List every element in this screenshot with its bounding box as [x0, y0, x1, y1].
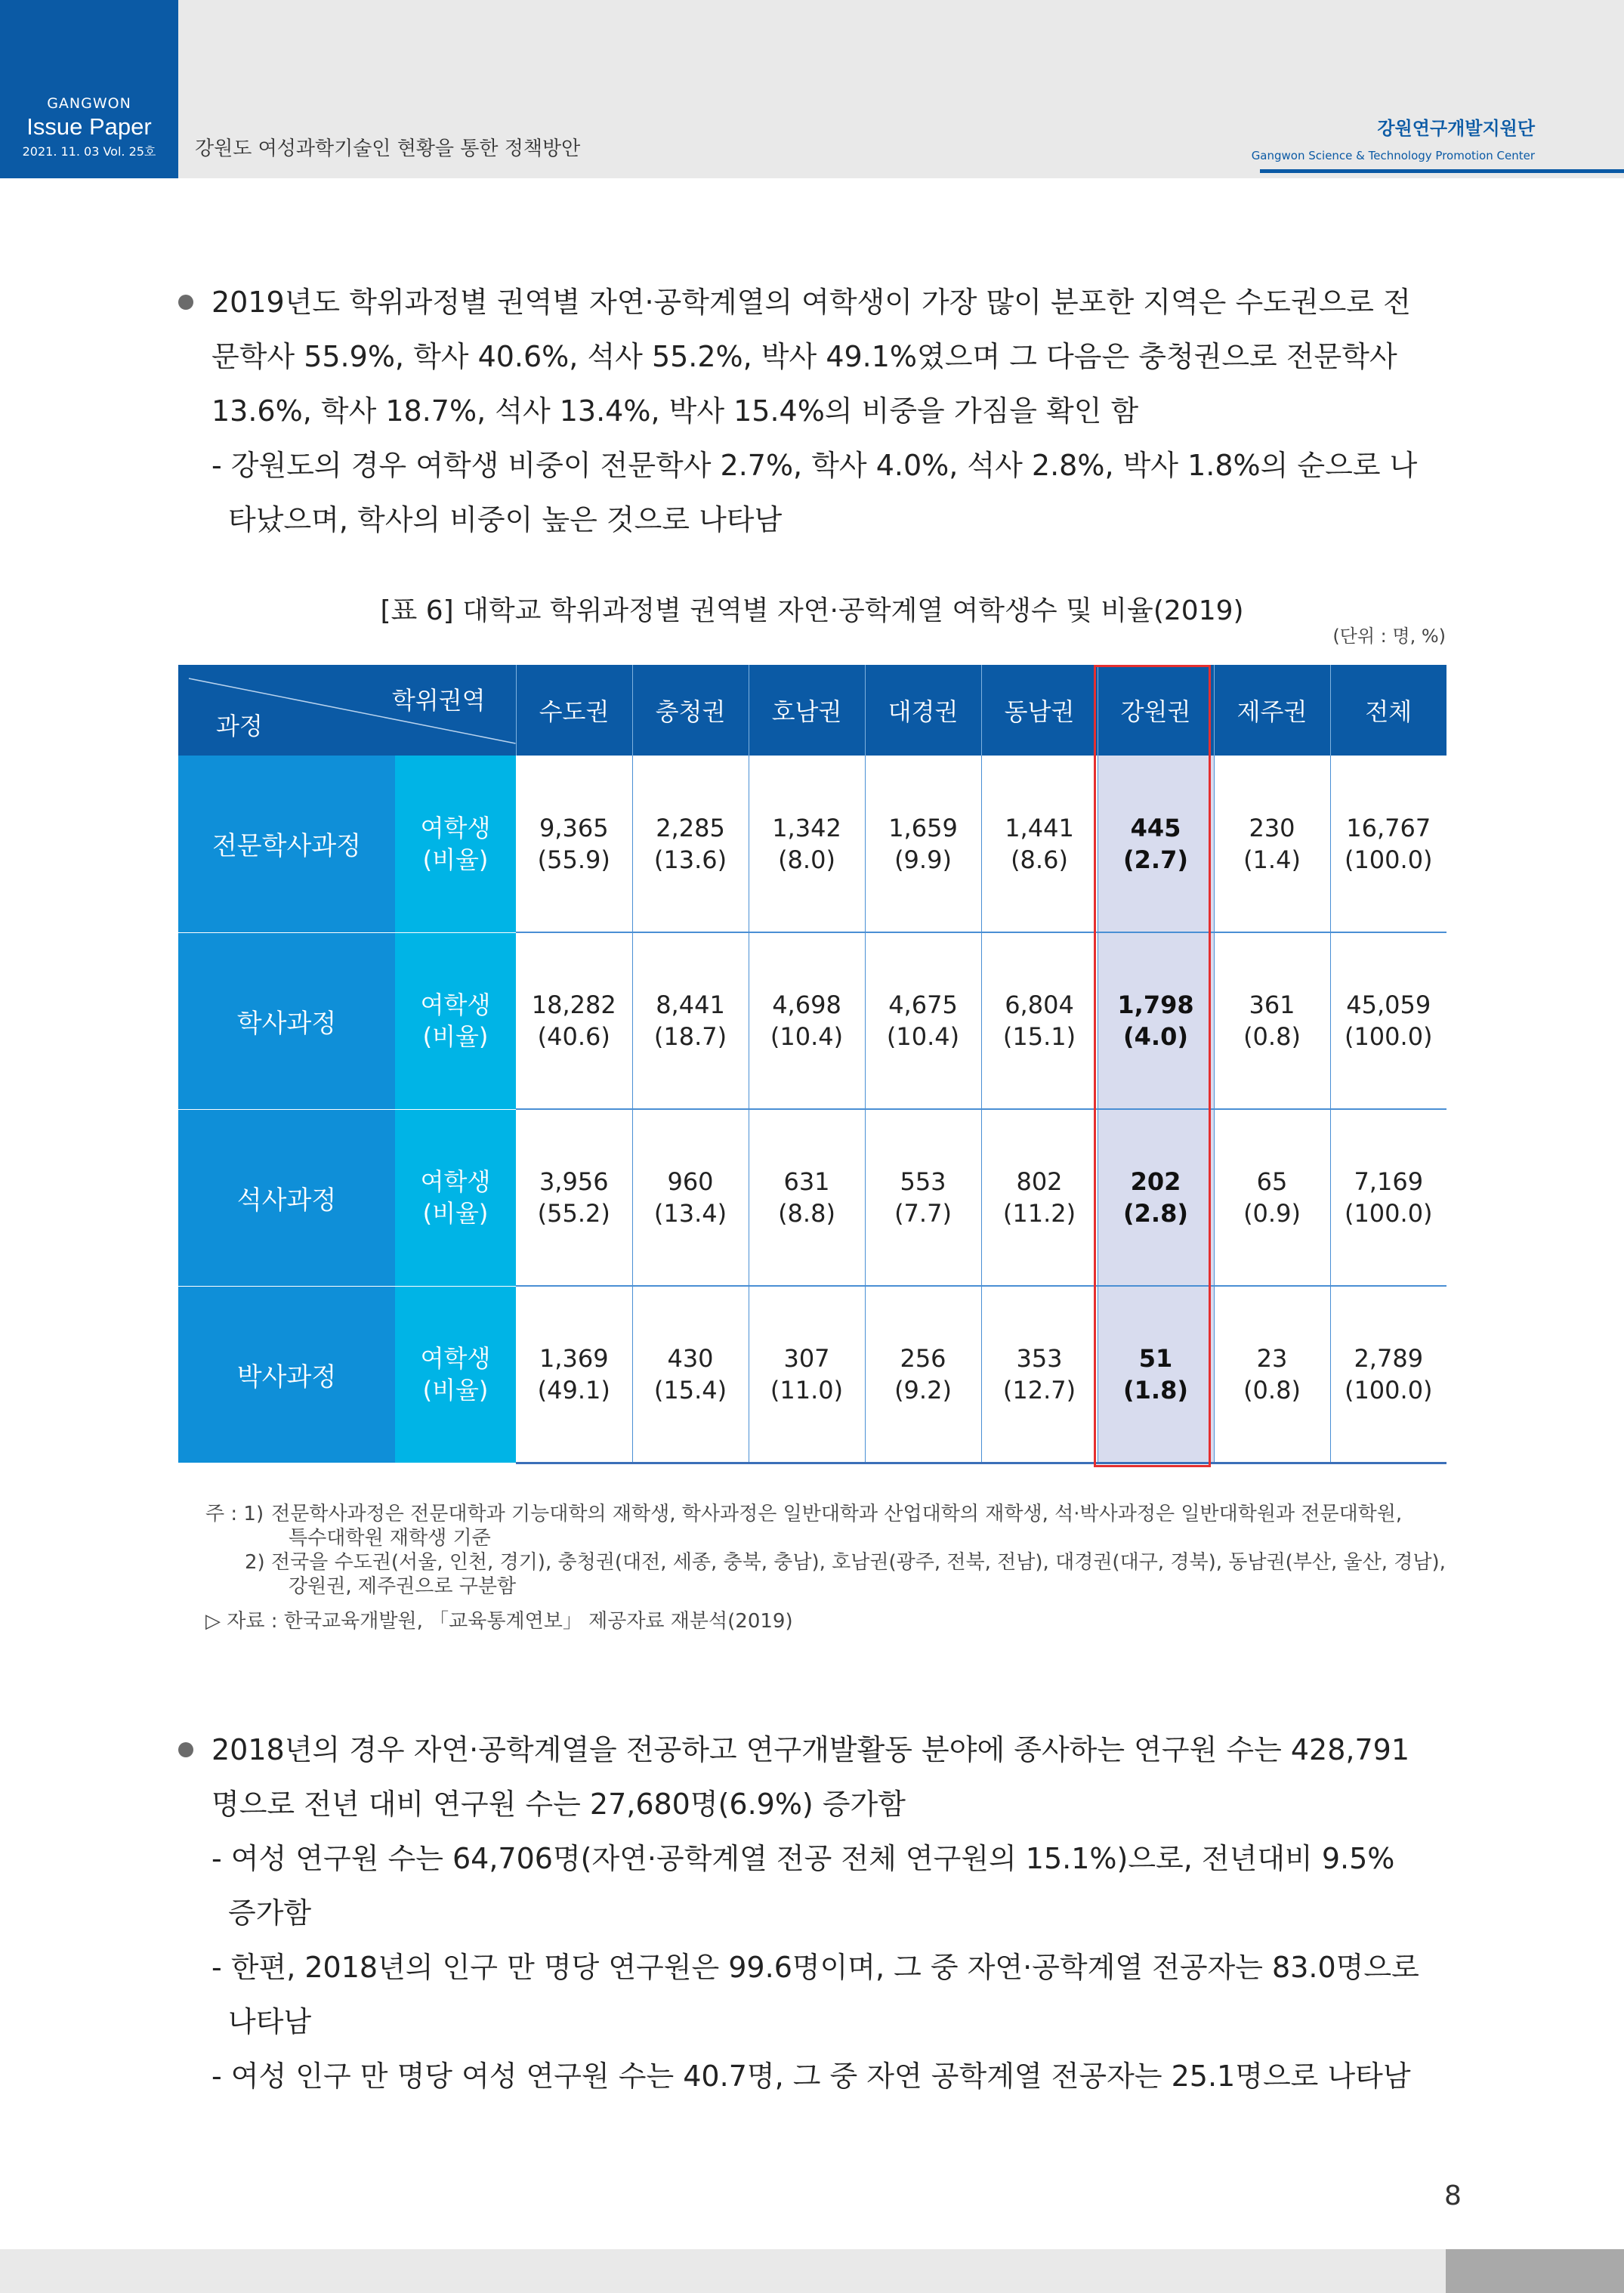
cell-count: 7,169	[1354, 1167, 1424, 1196]
column-header: 대경권	[865, 665, 981, 756]
note-1	[205, 1502, 1459, 1526]
table-cell	[749, 756, 865, 932]
row-sublabel	[395, 1109, 516, 1286]
brand-top: GANGWON	[47, 95, 131, 112]
organization	[1252, 113, 1535, 162]
table-cell	[865, 1109, 981, 1286]
column-header: 동남권	[981, 665, 1098, 756]
text-line: - 여성 연구원 수는 64,706명(자연·공학계열 전공 전체 연구원의 15.1%)으로, 전년대비 9.5%	[211, 1842, 1395, 1875]
sublabel-ratio: (비율)	[422, 845, 489, 874]
note-1-text: 전문학사과정은 전문대학과 기능대학의 재학생, 학사과정은 일반대학과 산업대학의 재학생, 석·박사과정은 일반대학원과 전문대학원,	[271, 1503, 1403, 1525]
cell-count: 9,365	[539, 813, 609, 842]
cell-ratio: (13.6)	[653, 845, 727, 874]
org-name-en: Gangwon Science & Technology Promotion Center	[1251, 149, 1535, 162]
cell-count: 16,767	[1346, 813, 1431, 842]
cell-count: 6,804	[1005, 990, 1074, 1019]
row-sublabel	[395, 1286, 516, 1463]
table-cell	[1098, 1286, 1214, 1463]
cell-count: 45,059	[1346, 990, 1431, 1019]
table-cell	[1214, 932, 1330, 1109]
table-cell	[1098, 932, 1214, 1109]
cell-ratio: (49.1)	[537, 1375, 610, 1405]
cell-ratio: (1.4)	[1243, 845, 1301, 874]
table-cell	[749, 1109, 865, 1286]
table-cell	[981, 1109, 1098, 1286]
table-cell	[632, 756, 749, 932]
table-cell	[981, 1286, 1098, 1463]
cell-ratio: (15.4)	[653, 1375, 727, 1405]
cell-count: 23	[1256, 1343, 1288, 1373]
cell-count: 1,342	[772, 813, 841, 842]
table-cell	[865, 1286, 981, 1463]
cell-ratio: (1.8)	[1123, 1375, 1188, 1405]
document-title: 강원도 여성과학기술인 현황을 통한 정책방안	[195, 138, 581, 160]
row-sublabel	[395, 756, 516, 932]
table-cell	[1330, 932, 1446, 1109]
cell-ratio: (18.7)	[653, 1022, 727, 1051]
note-2-cont: 강원권, 제주권으로 구분함	[289, 1575, 517, 1598]
cell-ratio: (100.0)	[1344, 1022, 1433, 1051]
cell-ratio: (10.4)	[770, 1022, 844, 1051]
text-line: 나타남	[228, 2005, 312, 2038]
note-1-cont: 특수대학원 재학생 기준	[289, 1527, 491, 1550]
footer-bar	[0, 2249, 1624, 2293]
cell-count: 307	[783, 1343, 830, 1373]
table-header-row	[178, 665, 1446, 756]
sublabel-ratio: (비율)	[422, 1022, 489, 1051]
source-note: ▷ 자료 : 한국교육개발원, 「교육통계연보」 제공자료 재분석(2019)	[205, 1610, 793, 1633]
text-line: 증가함	[228, 1896, 312, 1930]
corner-label-course: 과정	[216, 712, 263, 740]
table-cell	[1214, 756, 1330, 932]
cell-count: 1,441	[1005, 813, 1074, 842]
cell-ratio: (11.0)	[770, 1375, 844, 1405]
table-cell	[981, 932, 1098, 1109]
cell-count: 51	[1138, 1343, 1173, 1373]
cell-count: 3,956	[539, 1167, 609, 1196]
table-cell	[632, 1286, 749, 1463]
table-cell	[632, 932, 749, 1109]
table-cell	[1214, 1109, 1330, 1286]
cell-ratio: (100.0)	[1344, 1375, 1433, 1405]
table-cell	[865, 756, 981, 932]
note-1-label: 주 : 1)	[205, 1503, 264, 1525]
cell-count: 256	[900, 1343, 946, 1373]
cell-ratio: (11.2)	[1002, 1199, 1076, 1228]
cell-ratio: (9.2)	[894, 1375, 952, 1405]
sublabel-count: 여학생	[420, 813, 491, 842]
cell-ratio: (2.8)	[1123, 1199, 1188, 1228]
cell-count: 65	[1256, 1167, 1288, 1196]
cell-ratio: (15.1)	[1002, 1022, 1076, 1051]
text-line: - 강원도의 경우 여학생 비중이 전문학사 2.7%, 학사 4.0%, 석사 2.8%, 박사 1.8%의 순으로 나	[211, 449, 1418, 482]
column-header: 전체	[1330, 665, 1446, 756]
cell-ratio: (40.6)	[537, 1022, 610, 1051]
table-unit: (단위 : 명, %)	[1332, 626, 1446, 647]
table-body	[178, 756, 1446, 1463]
cell-ratio: (13.4)	[653, 1199, 727, 1228]
note-2: 2) 전국을 수도권(서울, 인천, 경기), 충청권(대전, 세종, 충북, 충남), 호남권(광주, 전북, 전남), 대경권(대구, 경북), 동남권(부산, 울산, 경남),	[245, 1551, 1446, 1574]
text-line: 13.6%, 학사 18.7%, 석사 13.4%, 박사 15.4%의 비중을 가짐을 확인 함	[211, 394, 1139, 428]
cell-count: 802	[1016, 1167, 1063, 1196]
cell-count: 445	[1130, 813, 1181, 842]
text-line: 2018년의 경우 자연·공학계열을 전공하고 연구개발활동 분야에 종사하는 연구원 수는 428,791	[211, 1733, 1410, 1766]
column-header: 수도권	[516, 665, 632, 756]
cell-count: 960	[667, 1167, 714, 1196]
table-row	[178, 1286, 1446, 1463]
cell-count: 361	[1249, 990, 1295, 1019]
cell-count: 353	[1016, 1343, 1063, 1373]
cell-ratio: (8.8)	[778, 1199, 835, 1228]
table-cell	[516, 1109, 632, 1286]
cell-ratio: (7.7)	[894, 1199, 952, 1228]
table-cell	[516, 756, 632, 932]
bullet-icon	[178, 295, 193, 310]
sublabel-count: 여학생	[420, 1344, 491, 1373]
cell-ratio: (8.6)	[1011, 845, 1068, 874]
text-line: 타났으며, 학사의 비중이 높은 것으로 나타남	[228, 503, 783, 536]
column-header: 강원권	[1098, 665, 1214, 756]
brand-main: Issue Paper	[26, 113, 152, 140]
sublabel-count: 여학생	[420, 990, 491, 1019]
page-number: 8	[1444, 2180, 1462, 2211]
table-cell	[516, 1286, 632, 1463]
cell-ratio: (0.8)	[1243, 1375, 1301, 1405]
table-cell	[1330, 1286, 1446, 1463]
sublabel-ratio: (비율)	[422, 1376, 489, 1405]
text-line: 문학사 55.9%, 학사 40.6%, 석사 55.2%, 박사 49.1%였으며 그 다음은 충청권으로 전문학사	[211, 340, 1397, 373]
row-label: 학사과정	[178, 932, 395, 1109]
cell-ratio: (55.9)	[537, 845, 610, 874]
table-row	[178, 1109, 1446, 1286]
text-line: - 한편, 2018년의 인구 만 명당 연구원은 99.6명이며, 그 중 자연·공학계열 전공자는 83.0명으로	[211, 1951, 1419, 1984]
cell-ratio: (8.0)	[778, 845, 835, 874]
brand-logo	[0, 0, 178, 178]
table-cell	[1330, 1109, 1446, 1286]
table-cell	[1098, 756, 1214, 932]
cell-count: 1,659	[888, 813, 958, 842]
cell-count: 202	[1130, 1167, 1181, 1196]
cell-ratio: (9.9)	[894, 845, 952, 874]
page-header	[0, 0, 1624, 178]
text-line: 2019년도 학위과정별 권역별 자연·공학계열의 여학생이 가장 많이 분포한 지역은 수도권으로 전	[211, 286, 1411, 319]
cell-count: 430	[667, 1343, 714, 1373]
cell-ratio: (10.4)	[886, 1022, 960, 1051]
org-name: 강원연구개발지원단	[1377, 118, 1535, 139]
row-label: 석사과정	[178, 1109, 395, 1286]
cell-count: 230	[1249, 813, 1295, 842]
table-cell	[865, 932, 981, 1109]
table-row	[178, 756, 1446, 932]
table-cell	[1098, 1109, 1214, 1286]
cell-ratio: (100.0)	[1344, 845, 1433, 874]
cell-ratio: (100.0)	[1344, 1199, 1433, 1228]
sublabel-ratio: (비율)	[422, 1199, 489, 1228]
table-cell	[981, 756, 1098, 932]
header-accent-line	[1260, 169, 1624, 173]
sublabel-count: 여학생	[420, 1167, 491, 1196]
table-cell	[1330, 756, 1446, 932]
cell-count: 553	[900, 1167, 946, 1196]
table-cell	[749, 1286, 865, 1463]
cell-count: 2,285	[656, 813, 725, 842]
cell-ratio: (12.7)	[1002, 1375, 1076, 1405]
table-cell	[749, 932, 865, 1109]
cell-count: 631	[783, 1167, 830, 1196]
cell-count: 4,675	[888, 990, 958, 1019]
cell-ratio: (0.9)	[1243, 1199, 1301, 1228]
table-caption: [표 6] 대학교 학위과정별 권역별 자연·공학계열 여학생수 및 비율(2019)	[380, 595, 1244, 626]
table-notes	[205, 1502, 1459, 1633]
cell-count: 1,798	[1117, 990, 1194, 1019]
cell-ratio: (0.8)	[1243, 1022, 1301, 1051]
row-label: 박사과정	[178, 1286, 395, 1463]
column-header: 충청권	[632, 665, 749, 756]
bullet-paragraph-1	[211, 275, 1450, 547]
table-corner-cell	[178, 665, 516, 756]
cell-count: 8,441	[656, 990, 725, 1019]
text-line: 명으로 전년 대비 연구원 수는 27,680명(6.9%) 증가함	[211, 1788, 906, 1821]
bullet-icon	[178, 1742, 193, 1757]
cell-count: 4,698	[772, 990, 841, 1019]
brand-date: 2021. 11. 03 Vol. 25호	[22, 144, 156, 159]
cell-count: 2,789	[1354, 1343, 1424, 1373]
footer-bar-accent	[1446, 2249, 1624, 2293]
table-cell	[1214, 1286, 1330, 1463]
cell-ratio: (4.0)	[1123, 1022, 1188, 1051]
bullet-paragraph-2	[211, 1723, 1450, 2103]
column-header: 제주권	[1214, 665, 1330, 756]
corner-label-region: 학위권역	[391, 686, 486, 715]
data-table	[178, 665, 1446, 1464]
column-header: 호남권	[749, 665, 865, 756]
row-sublabel	[395, 932, 516, 1109]
cell-ratio: (55.2)	[537, 1199, 610, 1228]
table-row	[178, 932, 1446, 1109]
cell-ratio: (2.7)	[1123, 845, 1188, 874]
row-label: 전문학사과정	[178, 756, 395, 932]
cell-count: 1,369	[539, 1343, 609, 1373]
table-cell	[632, 1109, 749, 1286]
cell-count: 18,282	[531, 990, 616, 1019]
table-cell	[516, 932, 632, 1109]
text-line: - 여성 인구 만 명당 여성 연구원 수는 40.7명, 그 중 자연 공학계열 전공자는 25.1명으로 나타남	[211, 2060, 1411, 2093]
